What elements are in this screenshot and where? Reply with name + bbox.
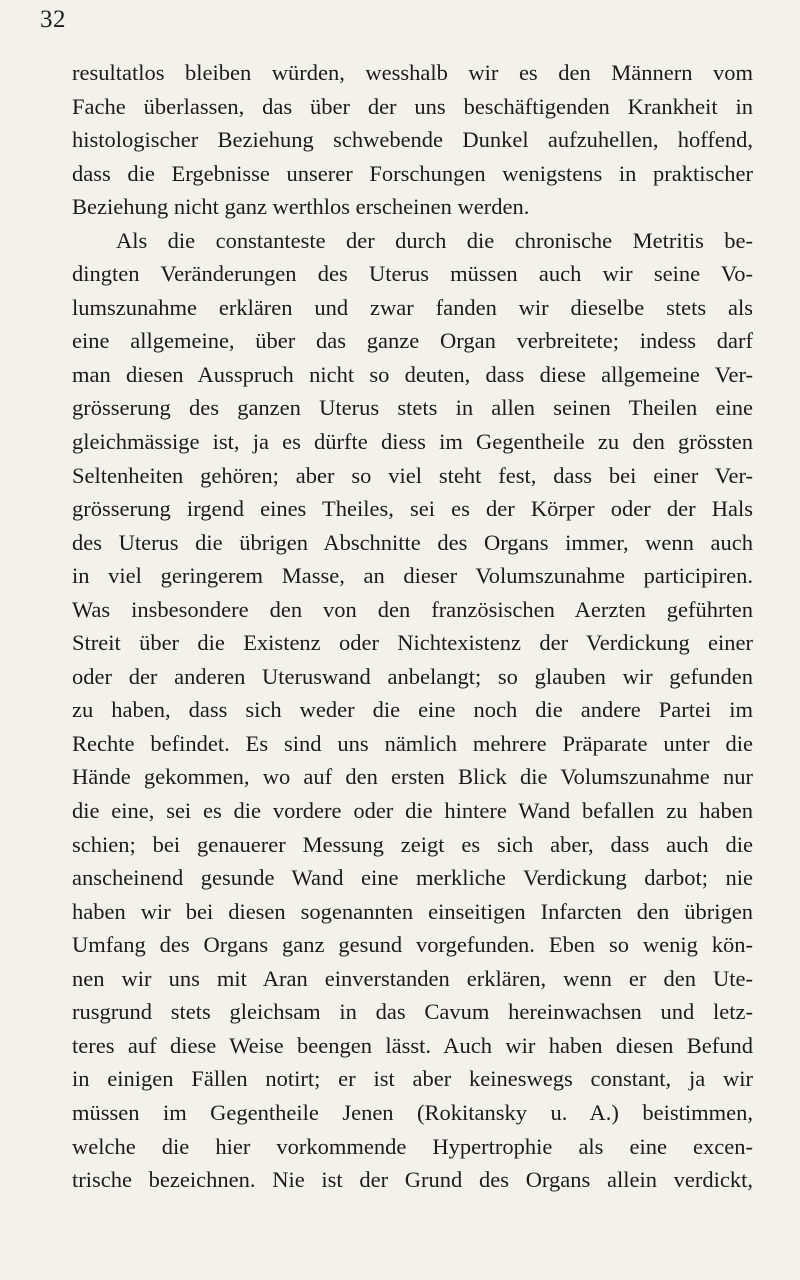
text-line: die eine, sei es die vordere oder die hintere Wand befallen zu haben [72, 798, 753, 824]
text-line: in einigen Fällen notirt; er ist aber keineswegs constant, ja wir [72, 1066, 753, 1092]
text-line: haben wir bei diesen sogenannten einseitigen Infarcten den übrigen [72, 898, 753, 924]
text-line: Rechte befindet. Es sind uns nämlich mehrere Präparate unter die [72, 730, 753, 756]
text-line: anscheinend gesunde Wand eine merkliche Verdickung darbot; nie [72, 865, 753, 891]
text-line: müssen im Gegentheile Jenen (Rokitansky u. A.) beistimmen, [72, 1099, 753, 1125]
text-line: Was insbesondere den von den französischen Aerzten geführten [72, 596, 753, 622]
text-line: rusgrund stets gleichsam in das Cavum hereinwachsen und letz- [72, 999, 753, 1025]
text-line: Streit über die Existenz oder Nichtexistenz der Verdickung einer [72, 630, 753, 656]
text-line: Als die constanteste der durch die chronische Metritis be- [116, 227, 753, 253]
text-line: oder der anderen Uteruswand anbelangt; so glauben wir gefunden [72, 663, 753, 689]
text-line: des Uterus die übrigen Abschnitte des Organs immer, wenn auch [72, 529, 753, 555]
text-line: Hände gekommen, wo auf den ersten Blick die Volumszunahme nur [72, 764, 753, 790]
text-line: trische bezeichnen. Nie ist der Grund des Organs allein verdickt, [72, 1167, 753, 1193]
text-line: Fache überlassen, das über der uns beschäftigenden Krankheit in [72, 93, 753, 119]
text-line: nen wir uns mit Aran einverstanden erklären, wenn er den Ute- [72, 965, 753, 991]
body-text [72, 56, 753, 1197]
text-line: eine allgemeine, über das ganze Organ verbreitete; indess darf [72, 328, 753, 354]
text-line: man diesen Ausspruch nicht so deuten, dass diese allgemeine Ver- [72, 361, 753, 387]
text-line: grösserung irgend eines Theiles, sei es der Körper oder der Hals [72, 496, 753, 522]
text-line: welche die hier vorkommende Hypertrophie als eine excen- [72, 1133, 753, 1159]
text-line: dingten Veränderungen des Uterus müssen auch wir seine Vo- [72, 261, 753, 287]
text-line: teres auf diese Weise beengen lässt. Auch wir haben diesen Befund [72, 1032, 753, 1058]
text-line: in viel geringerem Masse, an dieser Volumszunahme participiren. [72, 563, 753, 589]
text-line: Umfang des Organs ganz gesund vorgefunden. Eben so wenig kön- [72, 932, 753, 958]
text-line: histologischer Beziehung schwebende Dunkel aufzuhellen, hoffend, [72, 127, 753, 153]
text-line: resultatlos bleiben würden, wesshalb wir es den Männern vom [72, 60, 753, 85]
text-line: grösserung des ganzen Uterus stets in allen seinen Theilen eine [72, 395, 753, 421]
text-line: Seltenheiten gehören; aber so viel steht fest, dass bei einer Ver- [72, 462, 753, 488]
text-line: dass die Ergebnisse unserer Forschungen wenigstens in praktischer [72, 160, 753, 186]
text-line: gleichmässige ist, ja es dürfte diess im Gegentheile zu den grössten [72, 429, 753, 455]
text-line: schien; bei genauerer Messung zeigt es sich aber, dass auch die [72, 831, 753, 857]
page-number: 32 [40, 6, 66, 33]
text-line: lumszunahme erklären und zwar fanden wir dieselbe stets als [72, 294, 753, 320]
text-line: zu haben, dass sich weder die eine noch die andere Partei im [72, 697, 753, 723]
text-line: Beziehung nicht ganz werthlos erscheinen werden. [72, 194, 530, 220]
